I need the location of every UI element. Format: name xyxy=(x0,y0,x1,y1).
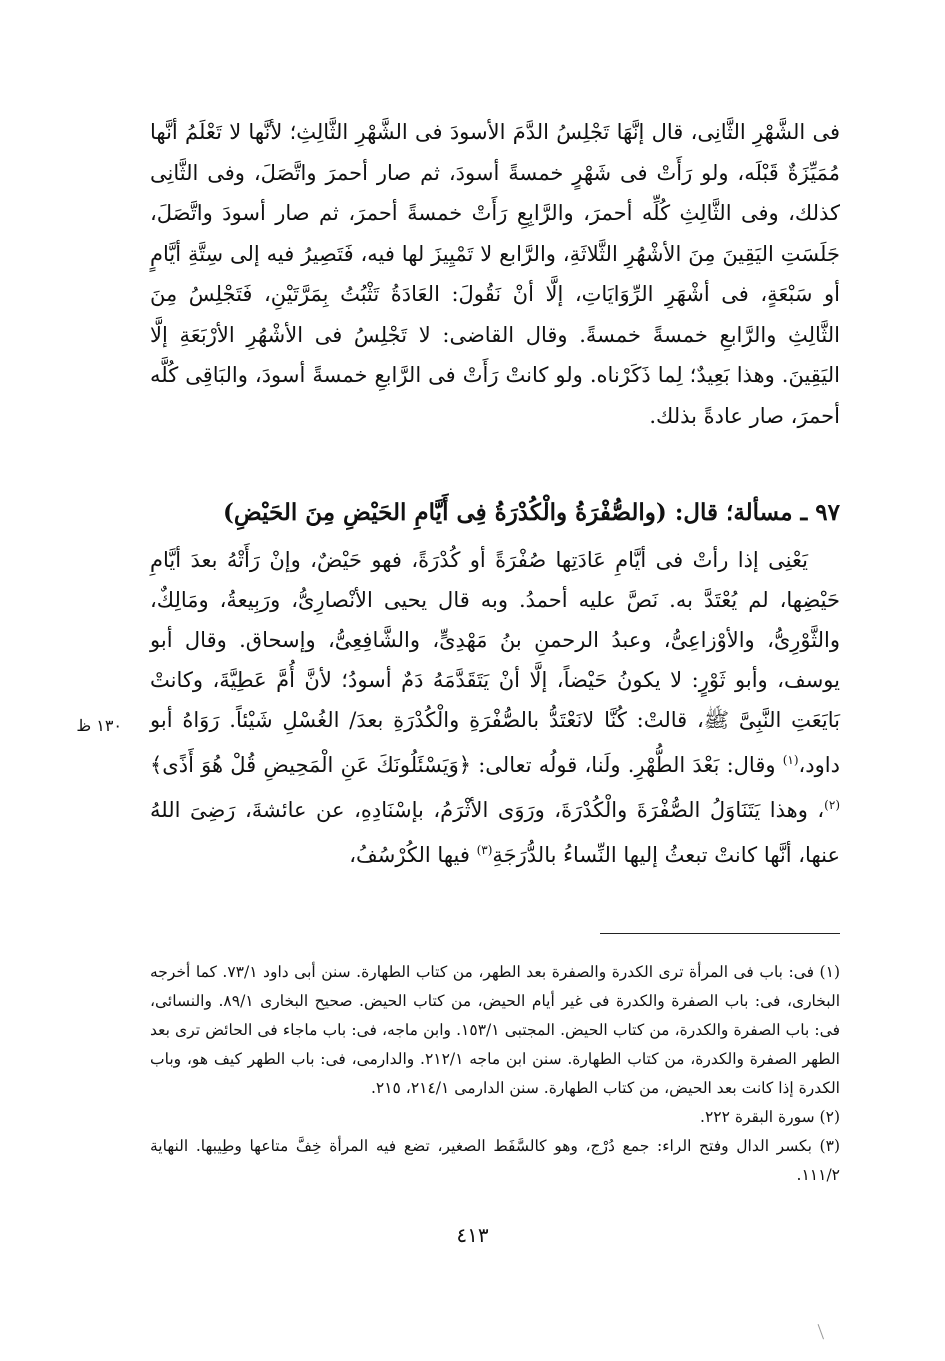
footnote-separator xyxy=(600,933,840,934)
footnote-ref: (١) xyxy=(782,753,799,767)
manuscript-folio-note: ١٣٠ ظ xyxy=(76,716,122,735)
commentary-text-block xyxy=(150,540,840,875)
paragraph xyxy=(150,540,840,875)
footnotes xyxy=(150,958,840,1190)
footnote: (١) فى: باب فى المرأة ترى الكدرة والصفرة بعد الطهر، من كتاب الطهارة. سنن أبى داود ٧٣/١. كما أخرجه البخارى، فى: باب الصفرة والكدرة فى غير أيام الحيض، من كتاب الحيض. صحيح البخارى ٨٩/١. والنسائى، فى: باب الصفرة والكدرة، من كتاب الحيض. المجتبى ١٥٣/١. وابن ماجه، فى: باب ماجاء فى الحائض ترى بعد الطهر الصفرة والكدرة، من كتاب الطهارة. سنن ابن ماجه ٢١٢/١. والدارمى، فى: باب الطهر كيف هو، وباب الكدرة إذا كانت بعد الحيض، من كتاب الطهارة. سنن الدارمى ٢١٤/١، ٢١٥. xyxy=(150,963,840,1097)
footnote: (٣) بكسر الدال وفتح الراء: جمع دُرْج، وهو كالسَّفَط الصغير، تضع فيه المرأة خِفَّ متاعها وطِيبها. النهاية ١١١/٢. xyxy=(150,1137,840,1184)
section-label: ـ مسألة؛ قال: xyxy=(674,499,808,526)
paragraph: فى الشَّهْرِ الثَّانِى، قال إنَّهَا تَجْلِسُ الدَّمَ الأسودَ فى الشَّهْرِ الثَّالِثِ؛ لأنَّها لا تَعْلَمُ أنَّها مُمَيِّزَةٌ قَبْلَه، ولو رَأَتْ فى شَهْرٍ خمسةً أسودَ، ثم صار أحمرَ واتَّصَلَ، وفى الثَّانِى كذلك، وفى الثَّالِثِ كُلِّه أحمرَ، والرَّابِعِ رَأَتْ خمسةً أحمرَ، ثم صار أسودَ واتَّصَلَ، جَلَسَتِ اليَقِينَ مِنَ الأشْهُرِ الثَّلاثَةِ، والرَّابع لا تَمْيِيزَ لها فيه، فَتَصِيرُ فيه إلى سِتَّةِ أيَّامٍ أو سَبْعَةٍ، فى أشْهَرِ الرِّوَايَاتِ، إلَّا أنْ نَقُولَ: العَادَةُ تَثْبُتُ بِمَرَّتَيْنِ، فَتَجْلِسُ مِنَ الثَّالِثِ والرَّابعِ خمسةً خمسةً. وقال القاضى: لا تَجْلِسُ فى الأشْهُرِ الأرْبَعَةِ إلَّا اليَقِينَ. وهذا بَعِيدٌ؛ لِما ذَكَرْناه. ولو كانتْ رَأَتْ فى الرَّابعِ خمسةً أسودَ، والبَاقِى كُلَّه أحمرَ، صار عادةً بذلك. xyxy=(150,120,840,428)
section-number: ٩٧ xyxy=(815,499,840,526)
text-run: وقال: بَعْدَ الطُّهْرِ. ولَنا، قولُه تعالى: ﴿وَيَسْئَلُونَكَ عَنِ الْمَحِيضِ قُلْ هُوَ أَذًى﴾ xyxy=(150,753,783,777)
footnote-ref: (٣) xyxy=(476,843,493,857)
text-run: يَعْنِى إذا رأتْ فى أيَّامِ عَادَتِها صُفْرَةً أو كُدْرَةً، فهو حَيْضٌ، وإنْ رَأَتْهُ بعدَ أيَّامِ حَيْضِها، لم يُعْتَدَّ به. نَصَّ عليه أحمدُ. وبه قال يحيى الأنْصارِىُّ، ورَبِيعةُ، ومَالِكٌ، والثَّوْرِىُّ، والأوْزاعِىُّ، وعبدُ الرحمنِ بنُ مَهْدِىٍّ، والشَّافِعِىُّ، وإسحاق. وقال أبو يوسف، وأبو ثَوْرٍ: لا يكونُ حَيْضاً، إلَّا أنْ يَتَقَدَّمَهُ دَمٌ أسودُ؛ لأنَّ أُمَّ عَطِيَّةَ، وكانتْ بَايَعَتِ النَّبِىَّ ﷺ، قالتْ: كُنَّا لانَعْتَدُّ بالصُّفْرَةِ والْكُدْرَةِ بعدَ/ الغُسْلِ شَيْئاً. رَوَاهُ أبو داود، xyxy=(150,548,840,777)
text-run: فيها الكُرْسُفُ، xyxy=(349,843,477,867)
scan-mark xyxy=(818,1321,834,1340)
footnote: (٢) سورة البقرة ٢٢٢. xyxy=(700,1108,840,1126)
page-number: ٤١٣ xyxy=(456,1223,489,1247)
main-text-block xyxy=(150,112,840,436)
section-title: (والصُّفْرَةُ والْكُدْرَةُ فِى أَيَّامِ الحَيْضِ مِنَ الحَيْضِ) xyxy=(222,499,667,526)
footnote-ref: (٢) xyxy=(824,798,840,812)
text-run: ، وهذا يَتَنَاوَلُ الصُّفْرَةَ والْكُدْرَةَ، ورَوَى الأثْرَمُ، بإسْنَادِهِ، عن عائشةَ، رَضِىَ اللهُ عنها، أنَّها كانتْ تبعثُ إليها النِّساءُ بالدُّرَجَةِ xyxy=(150,798,840,867)
section-heading xyxy=(150,493,840,533)
